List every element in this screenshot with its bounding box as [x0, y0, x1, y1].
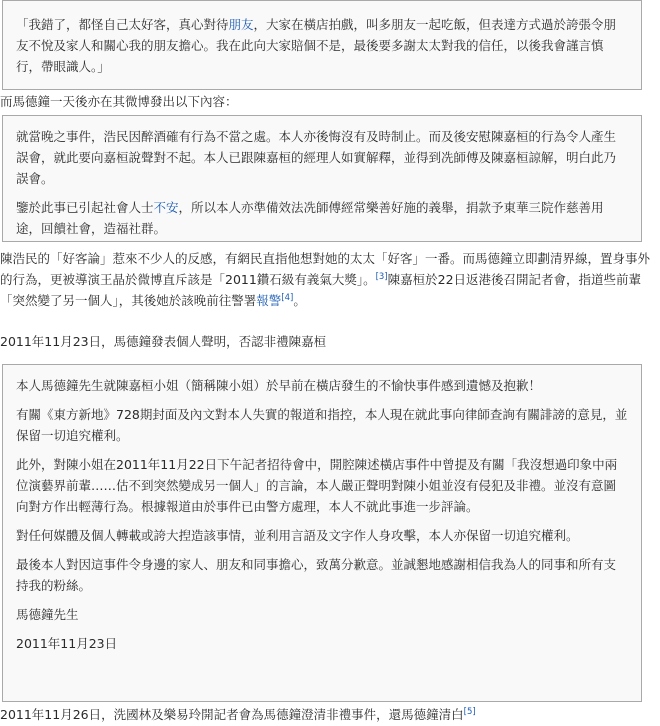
quote-paragraph: 就當晚之事件，浩民因醉酒確有行為不當之處。本人亦後悔沒有及時制止。而及後安慰陳嘉桓的行為令人產生誤會，就此要向嘉桓說聲對不起。本人已跟陳嘉桓的經理人如實解釋，並得到冼師傅及陳嘉桓諒解，明白此乃誤會。 — [16, 129, 617, 186]
quote-paragraph: 最後本人對因這事件令身邊的家人、朋友和同事擔心，致萬分歉意。並誠懇地感謝相信我為人的同事和所有支持我的粉絲。 — [16, 557, 617, 593]
quote-paragraph: 對任何媒體及個人轉載或誇大揑造該事情，並利用言語及文字作人身攻擊，本人亦保留一切追究權利。 — [16, 528, 579, 543]
quote-paragraph: 「我錯了，都怪自己太好客，真心對待朋友，大家在橫店拍戲，叫多朋友一起吃飯，但表達方式過於誇張令朋友不悅及家人和關心我的朋友擔心。我在此向大家賠個不是，最後要多謝太太對我的信任，以後我會謹言慎行，帶眼識人。」 — [16, 17, 617, 74]
quote-paragraph: 有關《東方新地》728期封面及內文對本人失實的報道和指控，本人現在就此事向律師查詢有關誹謗的意見，並保留一切追究權利。 — [16, 407, 628, 443]
police-report-link[interactable]: 報警 — [256, 293, 282, 308]
unease-link[interactable]: 不安 — [153, 200, 179, 215]
friend-link[interactable]: 朋友 — [228, 17, 254, 32]
quote-block-weibo — [2, 115, 642, 242]
quote-paragraph: 鑒於此事已引起社會人士不安，所以本人亦準備效法冼師傅經常樂善好施的義舉，捐款予東華三院作慈善用途，回饋社會，造福社群。 — [16, 200, 604, 236]
citation-link[interactable]: [4] — [281, 292, 294, 303]
quote-block-statement — [2, 364, 642, 702]
quote-paragraph: 本人馬德鐘先生就陳嘉桓小姐（簡稱陳小姐）於早前在橫店發生的不愉快事件感到遺憾及抱歉！ — [16, 378, 542, 393]
signature-name: 馬德鐘先生 — [16, 607, 79, 622]
date-line: 2011年11月23日，馬德鐘發表個人聲明，否認非禮陳嘉桓 — [0, 334, 327, 349]
statement-date: 2011年11月23日 — [16, 636, 118, 651]
body-paragraph: 陳浩民的「好客論」惹來不少人的反感，有網民直指他想對她的太太「好客」一番。而馬德鐘立即劃清界線，置身事外的行為，更被導演王晶於微博直斥該是「2011鑽石級有義氣大獎」。[3]陳嘉桓於22日返港後召開記者會，指道些前輩「突然變了另一個人」，其後她於該晚前往警署報警[4]。 — [0, 251, 651, 308]
citation-link[interactable]: [3] — [375, 271, 388, 282]
citation-link[interactable]: [5] — [463, 706, 476, 717]
intro-text: 而馬德鐘一天後亦在其微博發出以下內容： — [0, 94, 238, 109]
quote-paragraph: 此外，對陳小姐在2011年11月22日下午記者招待會中，開腔陳述橫店事件中曾提及有關「我沒想過印象中兩位演藝界前輩……估不到突然變成另一個人」的言論，本人嚴正聲明對陳小姐並沒有侵犯及非禮。並沒有意圖向對方作出輕薄行為。根據報道由於事件已由警方處理，本人不就此事進一步評論。 — [16, 457, 618, 514]
closing-line: 2011年11月26日，洗國林及樂易玲開記者會為馬德鐘澄清非禮事件，還馬德鐘清白[5] — [0, 706, 476, 722]
quote-block-apology — [2, 0, 642, 90]
